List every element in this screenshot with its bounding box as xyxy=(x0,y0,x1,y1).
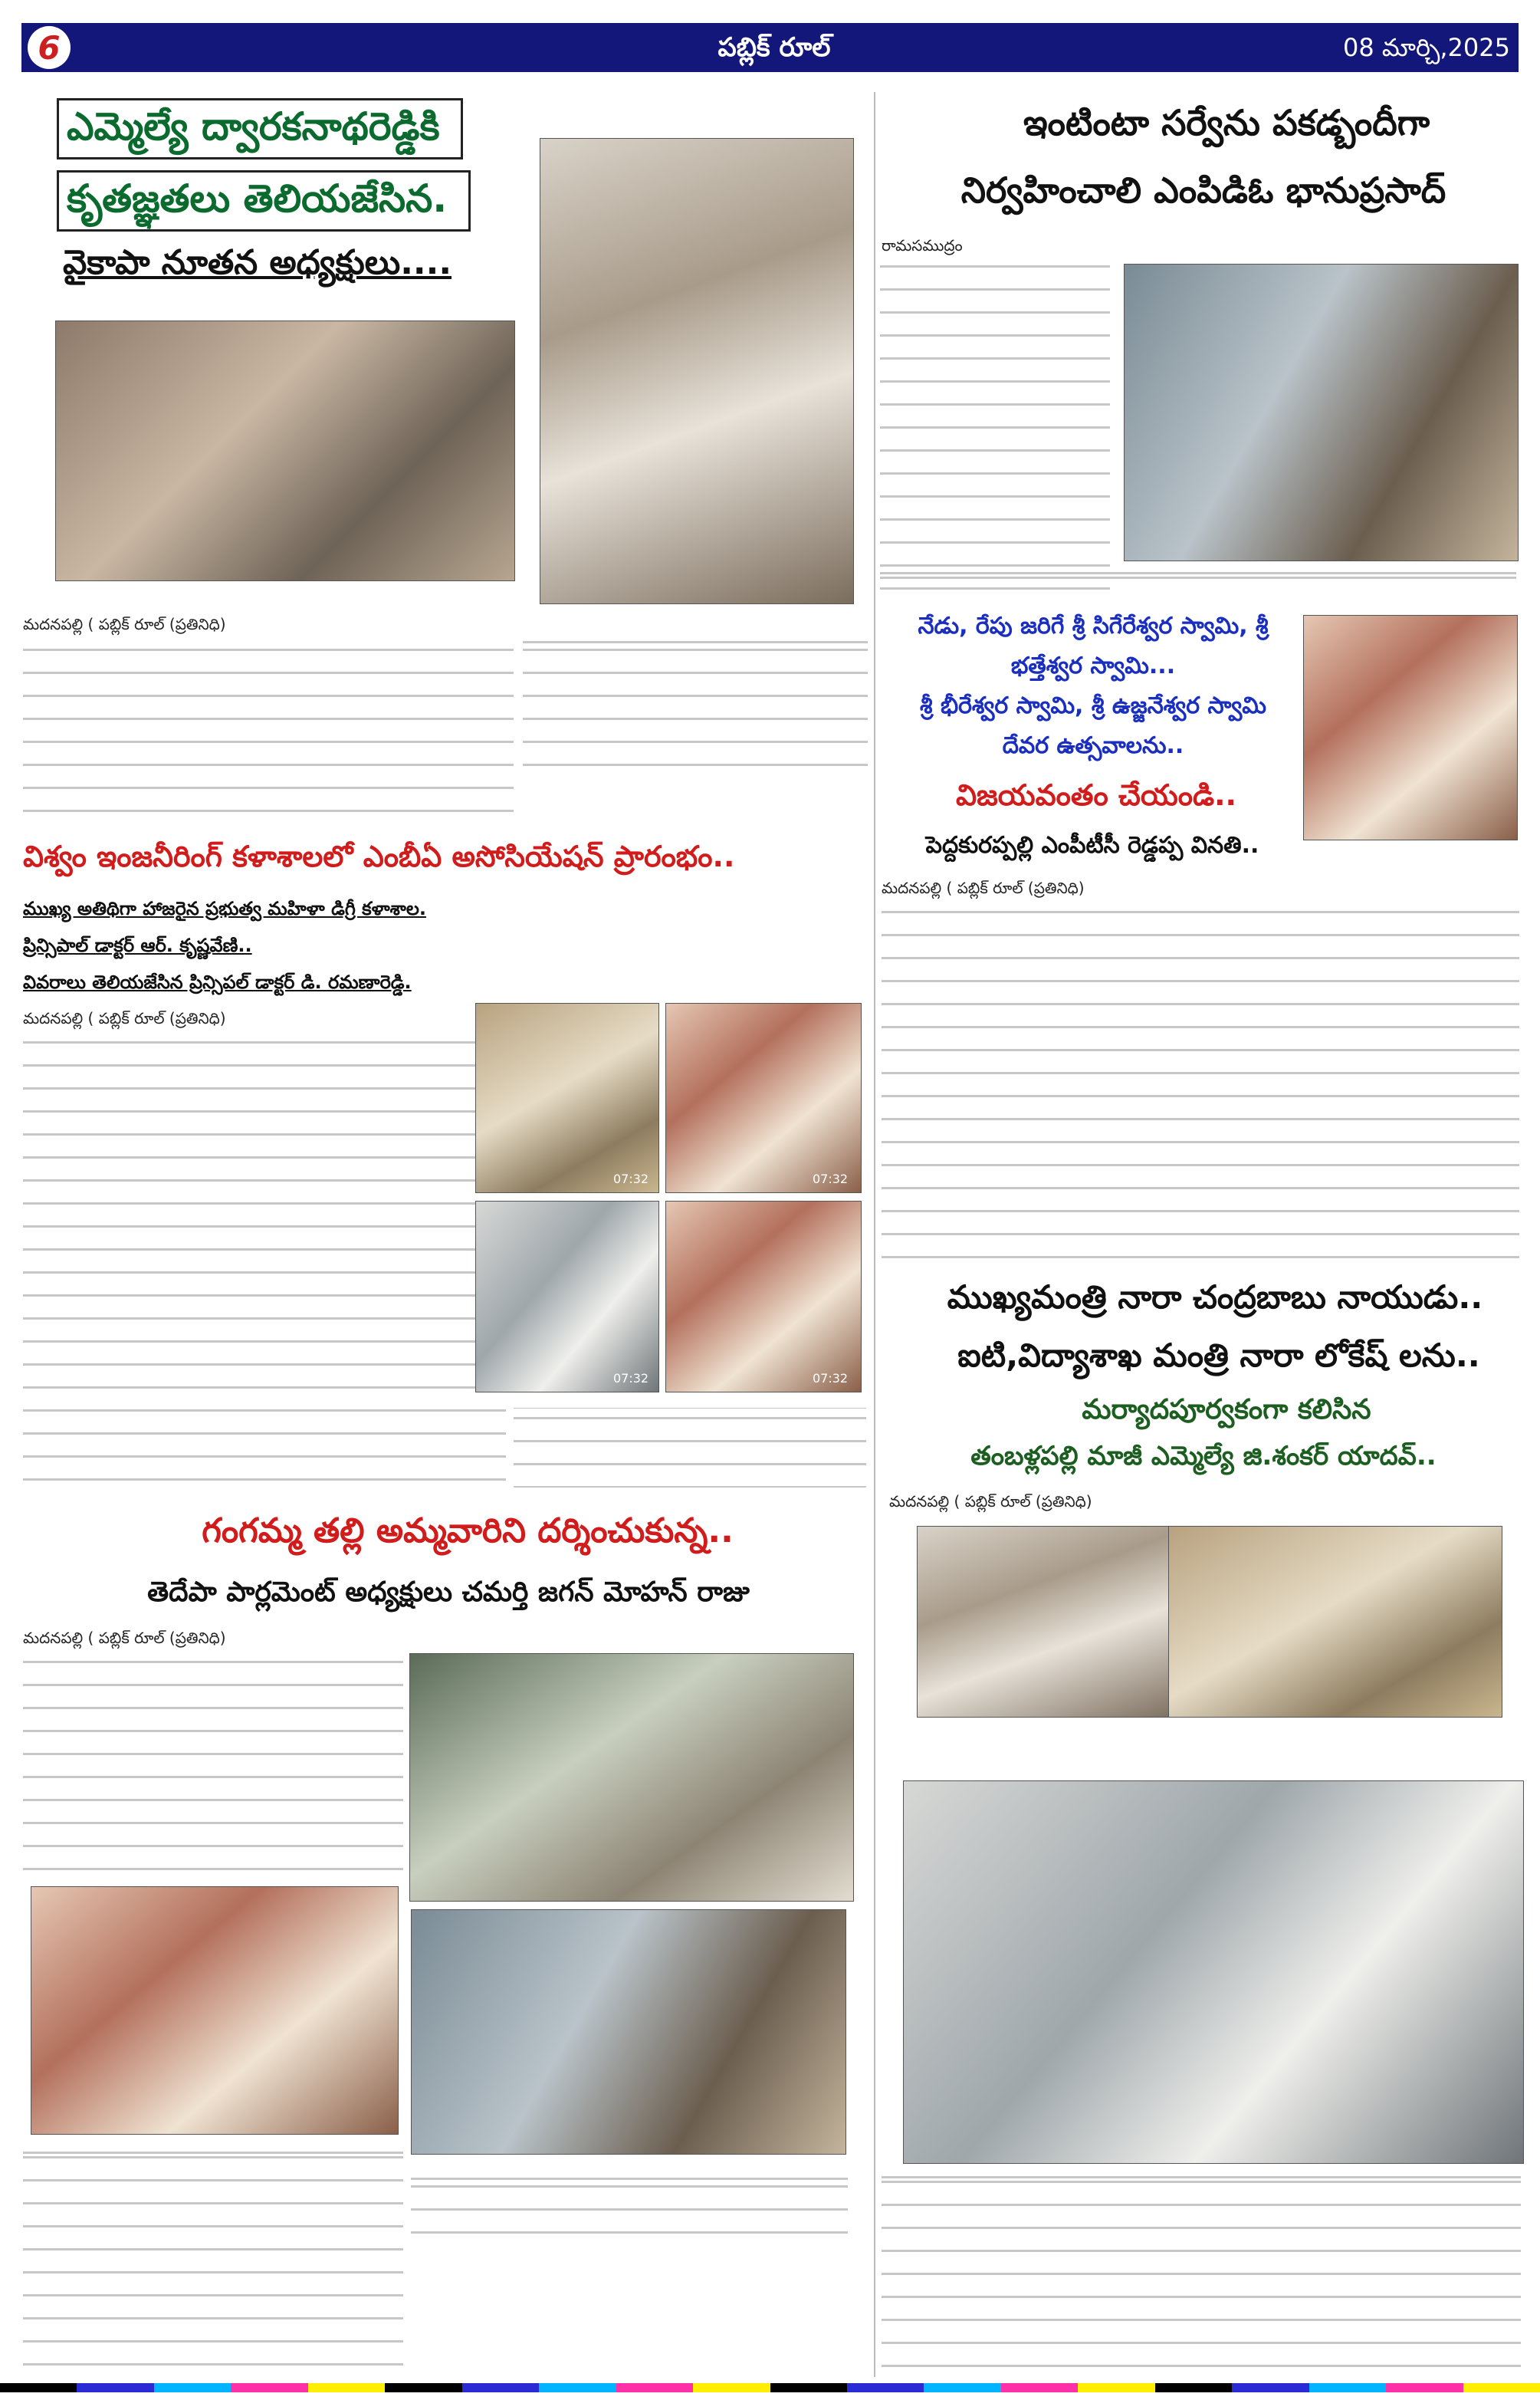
article5-byline: మదనపల్లి ( పబ్లిక్ రూల్ (ప్రతినిధి) xyxy=(889,1492,1092,1511)
newspaper-title: పబ్లిక్ రూల్ xyxy=(717,32,831,63)
article4-byline: మదనపల్లి ( పబ్లిక్ రూల్ (ప్రతినిధి) xyxy=(23,1009,226,1027)
article2-headline-1: ఇంటింటా సర్వేను పకడ్బందీగా xyxy=(1023,102,1430,143)
article3-headline-1: నేడు, రేపు జరిగే శ్రీ సిగేరేశ్వర స్వామి, శ్రీ xyxy=(918,613,1269,639)
article6-photo-temple xyxy=(31,1886,399,2135)
article3-byline: మదనపల్లి ( పబ్లిక్ రూల్ (ప్రతినిధి) xyxy=(882,879,1085,897)
article3-headline-4: దేవర ఉత్సవాలను.. xyxy=(1002,732,1184,759)
issue-date: 08 మార్చి,2025 xyxy=(1343,33,1510,62)
article1-body-col1 xyxy=(23,639,514,820)
article1-headline-2: కృతజ్ఞతలు తెలియజేసిన. xyxy=(57,170,471,232)
article4-body-tail xyxy=(514,1408,866,1488)
article3-headline-2: భత్తేశ్వర స్వామి... xyxy=(1010,653,1176,679)
strip-swatch xyxy=(385,2383,461,2392)
article6-headline-2: తెదేపా పార్లమెంట్ అధ్యక్షులు చమర్తి జగన్ మోహన్ రాజు xyxy=(147,1576,750,1608)
article2-headline-2: నిర్వహించాలి ఎంపిడిఓ భానుప్రసాద్ xyxy=(960,169,1446,211)
article6-body-top xyxy=(23,1652,403,1879)
article1-photo-group xyxy=(55,321,515,581)
article1-photo-hug xyxy=(540,138,854,604)
article4-photo-2 xyxy=(665,1003,862,1193)
article2-photo-survey xyxy=(1124,264,1519,561)
article5-body xyxy=(882,2172,1521,2383)
article1-subhead: వైకాపా నూతన అధ్యక్షులు.... xyxy=(63,243,452,282)
strip-swatch xyxy=(770,2383,847,2392)
strip-swatch xyxy=(231,2383,307,2392)
article4-photo-time-1: 07:32 xyxy=(613,1172,649,1186)
strip-swatch xyxy=(308,2383,385,2392)
article5-photo-1 xyxy=(917,1526,1185,1718)
strip-swatch xyxy=(924,2383,1000,2392)
article5-headline-1: ముఖ్యమంత్రి నారా చంద్రబాబు నాయుడు.. xyxy=(947,1278,1483,1316)
article2-byline: రామసముద్రం xyxy=(882,236,963,255)
strip-swatch xyxy=(693,2383,770,2392)
strip-swatch xyxy=(0,2383,77,2392)
article4-photo-time-4: 07:32 xyxy=(813,1371,849,1386)
color-calibration-strip xyxy=(0,2383,1540,2392)
article3-headline-5: విజయవంతం చేయండి.. xyxy=(955,778,1236,812)
article2-body-right xyxy=(880,567,1516,595)
article6-body-bottom xyxy=(23,2147,403,2382)
article4-sub-3: వివరాలు తెలియజేసిన ప్రిన్సిపల్ డాక్టర్ డి. రమణారెడ్డి. xyxy=(23,972,412,993)
article6-photo-garland xyxy=(409,1653,854,1902)
article4-body xyxy=(23,1032,506,1492)
article6-body-right xyxy=(411,2176,848,2253)
article3-subhead: పెద్దకురప్పల్లి ఎంపీటీసీ రెడ్డప్ప వినతి.. xyxy=(925,832,1259,859)
article6-headline-1: గంగమ్మ తల్లి అమ్మవారిని దర్శించుకున్న.. xyxy=(202,1511,734,1550)
strip-swatch xyxy=(1155,2383,1232,2392)
article5-photo-2 xyxy=(1168,1526,1502,1718)
page-number: 6 xyxy=(28,26,71,69)
article5-headline-2: ఐటి,విద్యాశాఖ మంత్రి నారా లోకేష్ లను.. xyxy=(957,1336,1480,1374)
strip-swatch xyxy=(1078,2383,1154,2392)
article3-body xyxy=(882,902,1519,1265)
article4-photo-time-2: 07:32 xyxy=(813,1172,849,1186)
article5-headline-4: తంబళ్లపల్లి మాజీ ఎమ్మెల్యే జి.శంకర్ యాదవ్.. xyxy=(970,1441,1437,1471)
strip-swatch xyxy=(1386,2383,1463,2392)
article4-photo-3 xyxy=(475,1201,659,1392)
article4-sub-1: ముఖ్య అతిథిగా హాజరైన ప్రభుత్వ మహిళా డిగ్రీ కళాశాల. xyxy=(23,898,426,919)
strip-swatch xyxy=(847,2383,924,2392)
strip-swatch xyxy=(154,2383,231,2392)
article4-photo-1 xyxy=(475,1003,659,1193)
strip-swatch xyxy=(1463,2383,1540,2392)
article3-photo-portrait xyxy=(1303,615,1518,840)
article6-photo-food xyxy=(411,1909,846,2155)
strip-swatch xyxy=(1232,2383,1309,2392)
column-divider xyxy=(874,92,875,2377)
article4-headline: విశ్వం ఇంజనీరింగ్ కళాశాలలో ఎంబీఏ అసోసియేషన్ ప్రారంభం.. xyxy=(23,840,735,873)
strip-swatch xyxy=(539,2383,616,2392)
article2-body-left xyxy=(880,256,1110,593)
article3-headline-3: శ్రీ భీరేశ్వర స్వామి, శ్రీ ఉజ్జనేశ్వర స్వామి xyxy=(920,692,1266,719)
article4-sub-2: ప్రిన్సిపాల్ డాక్టర్ ఆర్. కృష్ణవేణి.. xyxy=(23,935,252,956)
article6-byline: మదనపల్లి ( పబ్లిక్ రూల్ (ప్రతినిధి) xyxy=(23,1629,226,1647)
article5-headline-3: మర్యాదపూర్వకంగా కలిసిన xyxy=(1082,1394,1371,1425)
strip-swatch xyxy=(1001,2383,1078,2392)
strip-swatch xyxy=(1309,2383,1386,2392)
strip-swatch xyxy=(77,2383,153,2392)
article5-photo-3 xyxy=(903,1780,1524,2164)
article1-body-col2 xyxy=(523,639,868,785)
article4-photo-time-3: 07:32 xyxy=(613,1371,649,1386)
article1-headline-1: ఎమ్మెల్యే ద్వారకనాథరెడ్డికి xyxy=(57,98,463,159)
article1-byline: మదనపల్లి ( పబ్లిక్ రూల్ (ప్రతినిధి) xyxy=(23,615,226,633)
strip-swatch xyxy=(462,2383,539,2392)
strip-swatch xyxy=(616,2383,693,2392)
article4-photo-4 xyxy=(665,1201,862,1392)
